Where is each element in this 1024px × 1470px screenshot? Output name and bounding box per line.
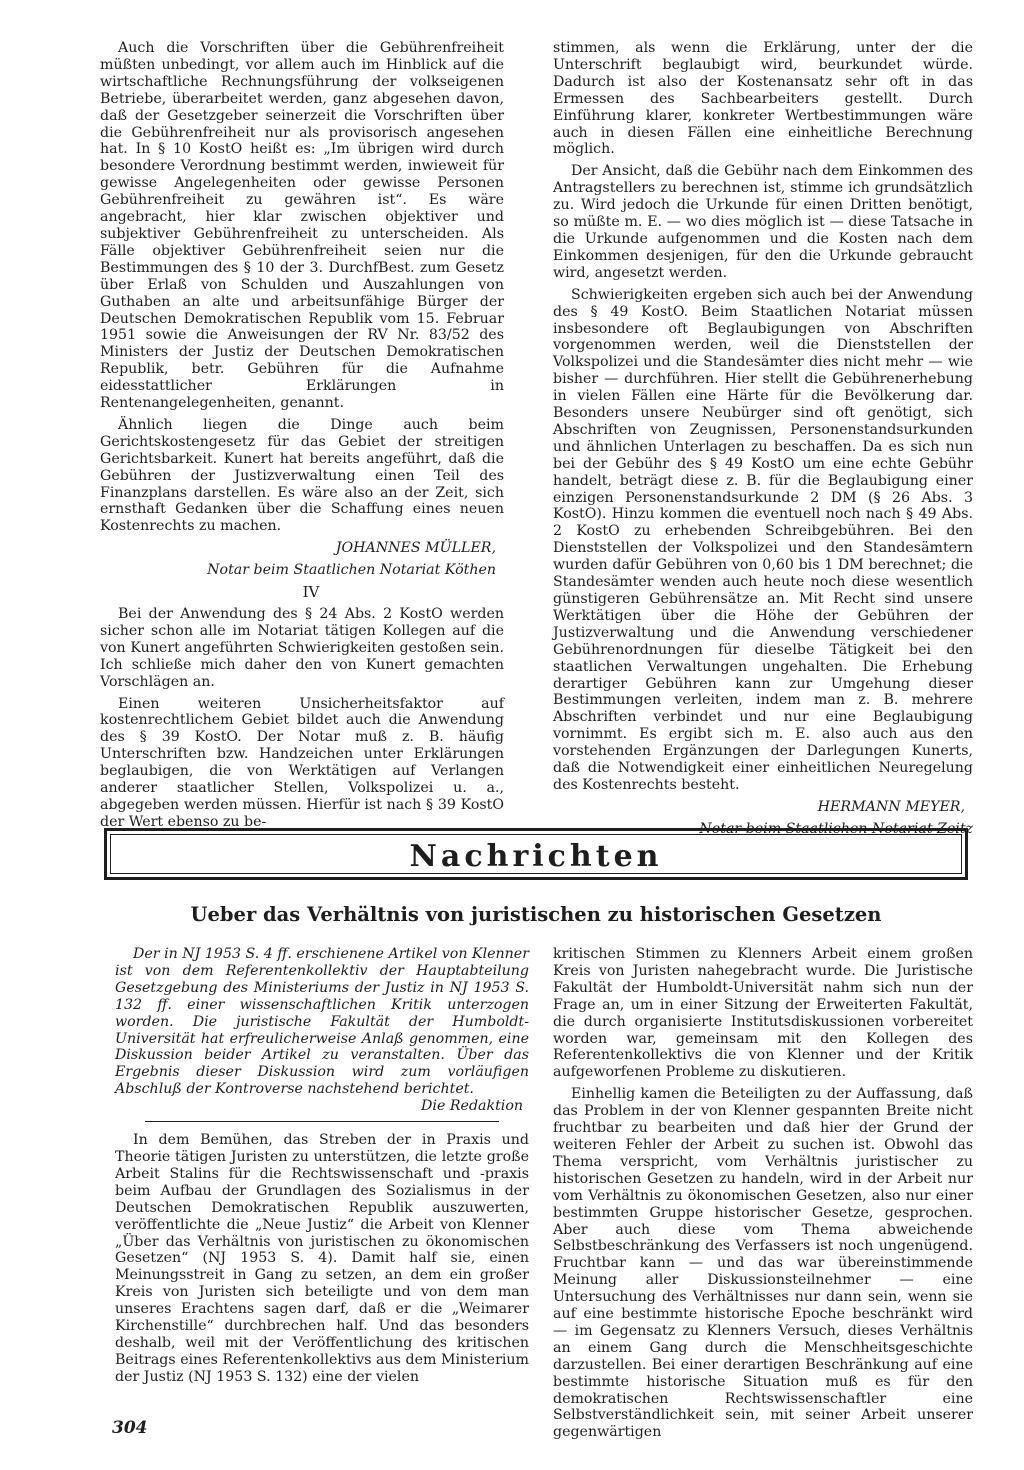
- signature-role: Notar beim Staatlichen Notariat Köthen: [207, 562, 496, 579]
- section-number: IV: [302, 583, 320, 602]
- paragraph: Auch die Vorschriften über die Gebührenfreiheit müßten unbedingt, vor allem auch im Hinblick auf die wirtschaftliche Rechnungsführung der volkseigenen Betriebe, überarbeitet werden, ganz abgesehen davon, daß der Gesetzgeber seinerzeit die Vorschriften über die Gebührenfreiheit nur als provisorisch angesehen hat. In § 10 KostO heißt es: „Im übrigen wird durch besondere Verordnung bestimmt werden, inwieweit für gewisse Angelegenheiten oder gewisse Personen Gebührenfreiheit zu gewähren ist“. Es wäre angebracht, hier klar zwischen objektiver und subjektiver Gebührenfreiheit zu unterscheiden. Als Fälle objektiver Gebührenfreiheit seien nur die Bestimmungen des § 10 der 3. DurchfBest. zum Gesetz über Erlaß von Schulden und Auszahlungen von Guthaben an alte und arbeitsunfähige Bürger der Deutschen Demokratischen Republik vom 15. Februar 1951 sowie die Anweisungen der RV Nr. 83/52 des Ministers der Justiz der Deutschen Demokratischen Republik, betr. Gebühren für die Aufnahme eidesstattlicher Erklärungen in Rentenangelegenheiten, genannt.: [100, 40, 504, 412]
- paragraph: kritischen Stimmen zu Klenners Arbeit einem großen Kreis von Juristen nahegebracht wurde. Die Juristische Fakultät der Humboldt-Universität nahm sich nun der Frage an, um in einer Sitzung der Erweiterten Fakultät, die durch organisierte Institutsdiskussionen vorbereitet worden war, gemeinsam mit den Kollegen des Referentenkollektivs die von Klenner und der Kritik aufgeworfenen Probleme zu diskutieren.: [553, 946, 973, 1081]
- paragraph: Ähnlich liegen die Dinge auch beim Gerichtskostengesetz für das Gebiet der streitigen Gerichtsbarkeit. Kunert hat bereits angeführt, daß die Gebühren der Justizverwaltung einen Teil des Finanzplans darstellen. Es wäre also an der Zeit, sich ernsthaft Gedanken über die Schaffung eines neuen Kostenrechts zu machen.: [100, 416, 504, 535]
- upper-right-column: [553, 40, 973, 837]
- paragraph: Der Ansicht, daß die Gebühr nach dem Einkommen des Antragstellers zu berechnen ist, stimme ich grundsätzlich zu. Wird jedoch die Urkunde für einen Dritten benötigt, so müßte m. E. — wo dies möglich ist — diese Tatsache in die Urkunde aufgenommen und die Kosten nach dem Einkommen desjenigen, für den die Urkunde gebraucht wird, angesetzt werden.: [553, 163, 973, 281]
- article-headline: Ueber das Verhältnis von juristischen zu historischen Gesetzen: [190, 903, 882, 926]
- paragraph: Bei der Anwendung des § 24 Abs. 2 KostO werden sicher schon alle im Notariat tätigen Kollegen auf die von Kunert angeführten Schwierigkeiten gestoßen sein. Ich schließe mich daher den von Kunert gemachten Vorschlägen an.: [100, 606, 504, 690]
- lower-left-column: [115, 946, 529, 1408]
- paragraph: stimmen, als wenn die Erklärung, unter der die Unterschrift beglaubigt wird, beurkundet würde. Dadurch ist also der Kostenansatz sehr oft in das Ermessen des Sachbearbeiters gestellt. Durch Einführung klarer, konkreter Wertbestimmungen wäre auch in diesen Fällen eine einheitliche Berechnung möglich.: [553, 40, 973, 158]
- editorial-intro: [115, 946, 529, 1098]
- paragraph: Einen weiteren Unsicherheitsfaktor auf kostenrechtlichem Gebiet bildet auch die Anwendung des § 39 KostO. Der Notar muß z. B. häufig Unterschriften bzw. Handzeichen unter Erklärungen beglaubigen, die von Werktätigen auf Verlangen anderer staatlicher Stellen, Volkspolizei u. a., abgegeben werden müssen. Hierfür ist nach § 39 KostO der Wert ebenso zu be-: [100, 695, 504, 830]
- signature-name: HERMANN MEYER,: [817, 798, 965, 815]
- lower-right-column: [553, 946, 973, 1441]
- page-number: 304: [112, 1418, 148, 1438]
- paragraph: In dem Bemühen, das Streben der in Praxis und Theorie tätigen Juristen zu unterstützen, die letzte große Arbeit Stalins für die Rechtswissenschaft und -praxis beim Aufbau der Grundlagen des Sozialismus in der Deutschen Demokratischen Republik auszuwerten, veröffentlichte die „Neue Justiz“ die Arbeit von Klenner „Über das Verhältnis von juristischen zu ökonomischen Gesetzen“ (NJ 1953 S. 4). Damit half sie, einen Meinungsstreit in Gang zu setzen, an dem ein großer Kreis von Juristen sich beteiligte und von dem man unseres Erachtens sagen darf, daß er die „Weimarer Kirchenstille“ durchbrechen half. Und das besonders deshalb, weil mit der Veröffentlichung des kritischen Beitrags eines Referentenkollektivs aus dem Ministerium der Justiz (NJ 1953 S. 132) eine der vielen: [115, 1132, 529, 1385]
- upper-left-column: [100, 40, 504, 830]
- paragraph: Schwierigkeiten ergeben sich auch bei der Anwendung des § 49 KostO. Beim Staatlichen Notariat müssen insbesondere oft Beglaubigungen von Abschriften vorgenommen werden, weil die Dienststellen der Volkspolizei und die Standesämter dies nicht mehr — wie bisher — durchführen. Hier stellt die Gebührenerhebung in vielen Fällen eine Härte für die Bevölkerung dar. Besonders unsere Neubürger sind oft genötigt, sich Abschriften von Zeugnissen, Personenstandsurkunden und ähnlichen Unterlagen zu beschaffen. Da es sich nun bei der Gebühr des § 49 KostO um eine echte Gebühr handelt, beträgt diese z. B. für die Beglaubigung einer einzigen Personenstandsurkunde 2 DM (§ 26 Abs. 3 KostO). Hinzu kommen die eventuell noch nach § 49 Abs. 2 KostO zu erhebenden Schreibgebühren. Bei den Dienststellen der Volkspolizei und den Standesämtern wurden dafür Gebühren von 0,60 bis 1 DM berechnet; die Standesämter wenden auch heute noch diese wesentlich günstigeren Gebührensätze an. Mit Recht sind unsere Werktätigen über die Höhe der Gebühren der Justizverwaltung und die Anwendung verschiedener Gebührenordnungen für dieselbe Tätigkeit bei den staatlichen Verwaltungen ungehalten. Die Erhebung derartiger Gebühren kann zur Umgehung dieser Bestimmungen verleiten, indem man z. B. mehrere Abschriften verbindet und nur eine Beglaubigung vornimmt. Es ergibt sich m. E. also auch aus den vorstehenden Ergänzungen der Darlegungen Kunerts, daß die Notwendigkeit einer einheitlichen Neuregelung des Kostenrechts besteht.: [553, 286, 973, 793]
- divider: [145, 1121, 499, 1122]
- redaktion-credit: Die Redaktion: [421, 1098, 523, 1115]
- paragraph: Einhellig kamen die Beteiligten zu der Auffassung, daß das Problem in der von Klenner gespannten Breite nicht fruchtbar zu bearbeiten und daß hier der Grund der weiteren Fehler der Arbeit zu suchen ist. Obwohl das Thema verspricht, vom Verhältnis juristischer zu historischen Gesetzen zu handeln, wird in der Arbeit nur vom Verhältnis zu ökonomischen Gesetzen, also nur einer bestimmten Gruppe historischer Gesetze, gesprochen. Aber auch diese vom Thema abweichende Selbstbeschränkung des Verfassers ist noch ungenügend. Fruchtbar kann — und das war übereinstimmende Meinung aller Diskussionsteilnehmer — eine Untersuchung des Verhältnisses nur dann sein, wenn sie auf eine bestimmte historische Epoche beschränkt wird — im Gegensatz zu Klenners Versuch, dieses Verhältnis an einem Gang durch die Menschheitsgeschichte darzustellen. Bei einer derartigen Beschränkung auf eine bestimmte historische Situation muß es für den demokratischen Rechtswissenschaftler eine Selbstverständlichkeit sein, mit seiner Arbeit unserer gegenwärtigen: [553, 1086, 973, 1441]
- section-title: Nachrichten: [409, 839, 663, 874]
- signature-role: Notar beim Staatlichen Notariat Zeitz: [699, 820, 973, 837]
- intro-text: Der in NJ 1953 S. 4 ff. erschienene Artikel von Klenner ist von dem Referentenkollektiv der Hauptabteilung Gesetzgebung des Ministeriums der Justiz in NJ 1953 S. 132 ff. einer wissenschaftlichen Kritik unterzogen worden. Die juristische Fakultät der Humboldt-Universität hat erfreulicherweise Anlaß genommen, eine Diskussion beider Artikel zu veranstalten. Über das Ergebnis dieser Diskussion wird zum vorläufigen Abschluß der Kontroverse nachstehend berichtet.: [115, 946, 529, 1098]
- nachrichten-section-header: [104, 828, 968, 880]
- signature-name: JOHANNES MÜLLER,: [335, 540, 496, 557]
